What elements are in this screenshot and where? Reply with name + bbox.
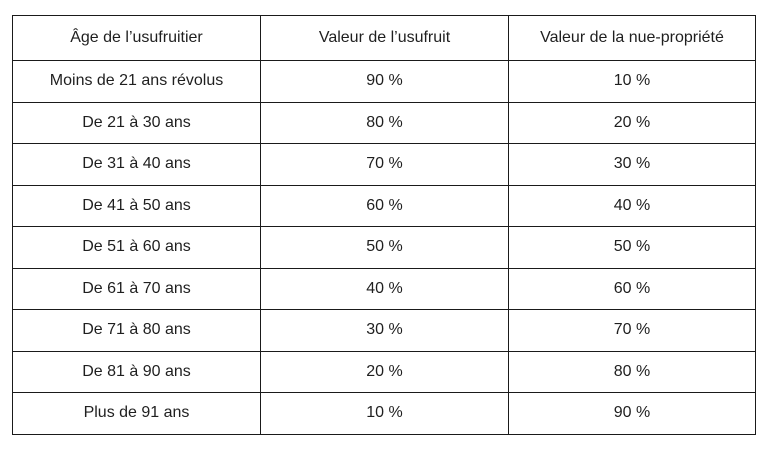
table-row [13,310,756,352]
age-cell: De 71 à 80 ans [13,310,261,352]
table-row [13,185,756,227]
bare-ownership-value-cell: 70 % [509,310,756,352]
table-row [13,227,756,269]
age-cell: De 61 à 70 ans [13,268,261,310]
age-cell: De 51 à 60 ans [13,227,261,269]
usufruct-value-cell: 30 % [261,310,509,352]
usufruct-value-cell: 40 % [261,268,509,310]
usufruct-value-cell: 60 % [261,185,509,227]
table-row [13,144,756,186]
table-row [13,393,756,435]
age-cell: De 21 à 30 ans [13,102,261,144]
usufruct-value-cell: 70 % [261,144,509,186]
age-cell: De 81 à 90 ans [13,351,261,393]
table-row [13,268,756,310]
age-cell: Moins de 21 ans révolus [13,61,261,103]
usufruct-value-cell: 10 % [261,393,509,435]
bare-ownership-value-cell: 20 % [509,102,756,144]
bare-ownership-value-cell: 50 % [509,227,756,269]
age-cell: De 41 à 50 ans [13,185,261,227]
bare-ownership-value-cell: 40 % [509,185,756,227]
usufruct-value-cell: 80 % [261,102,509,144]
bare-ownership-value-cell: 10 % [509,61,756,103]
table-body [13,61,756,435]
age-cell: De 31 à 40 ans [13,144,261,186]
table-header [13,16,756,61]
table-row [13,61,756,103]
bare-ownership-value-cell: 30 % [509,144,756,186]
column-header-bare-ownership-value: Valeur de la nue-propriété [509,16,756,61]
usufruct-value-cell: 20 % [261,351,509,393]
bare-ownership-value-cell: 80 % [509,351,756,393]
bare-ownership-value-cell: 60 % [509,268,756,310]
usufruct-value-cell: 50 % [261,227,509,269]
column-header-age: Âge de l’usufruitier [13,16,261,61]
table-row [13,351,756,393]
table-row [13,102,756,144]
usufruct-valuation-table [12,15,756,435]
age-cell: Plus de 91 ans [13,393,261,435]
column-header-usufruct-value: Valeur de l’usufruit [261,16,509,61]
header-row [13,16,756,61]
usufruct-value-cell: 90 % [261,61,509,103]
bare-ownership-value-cell: 90 % [509,393,756,435]
